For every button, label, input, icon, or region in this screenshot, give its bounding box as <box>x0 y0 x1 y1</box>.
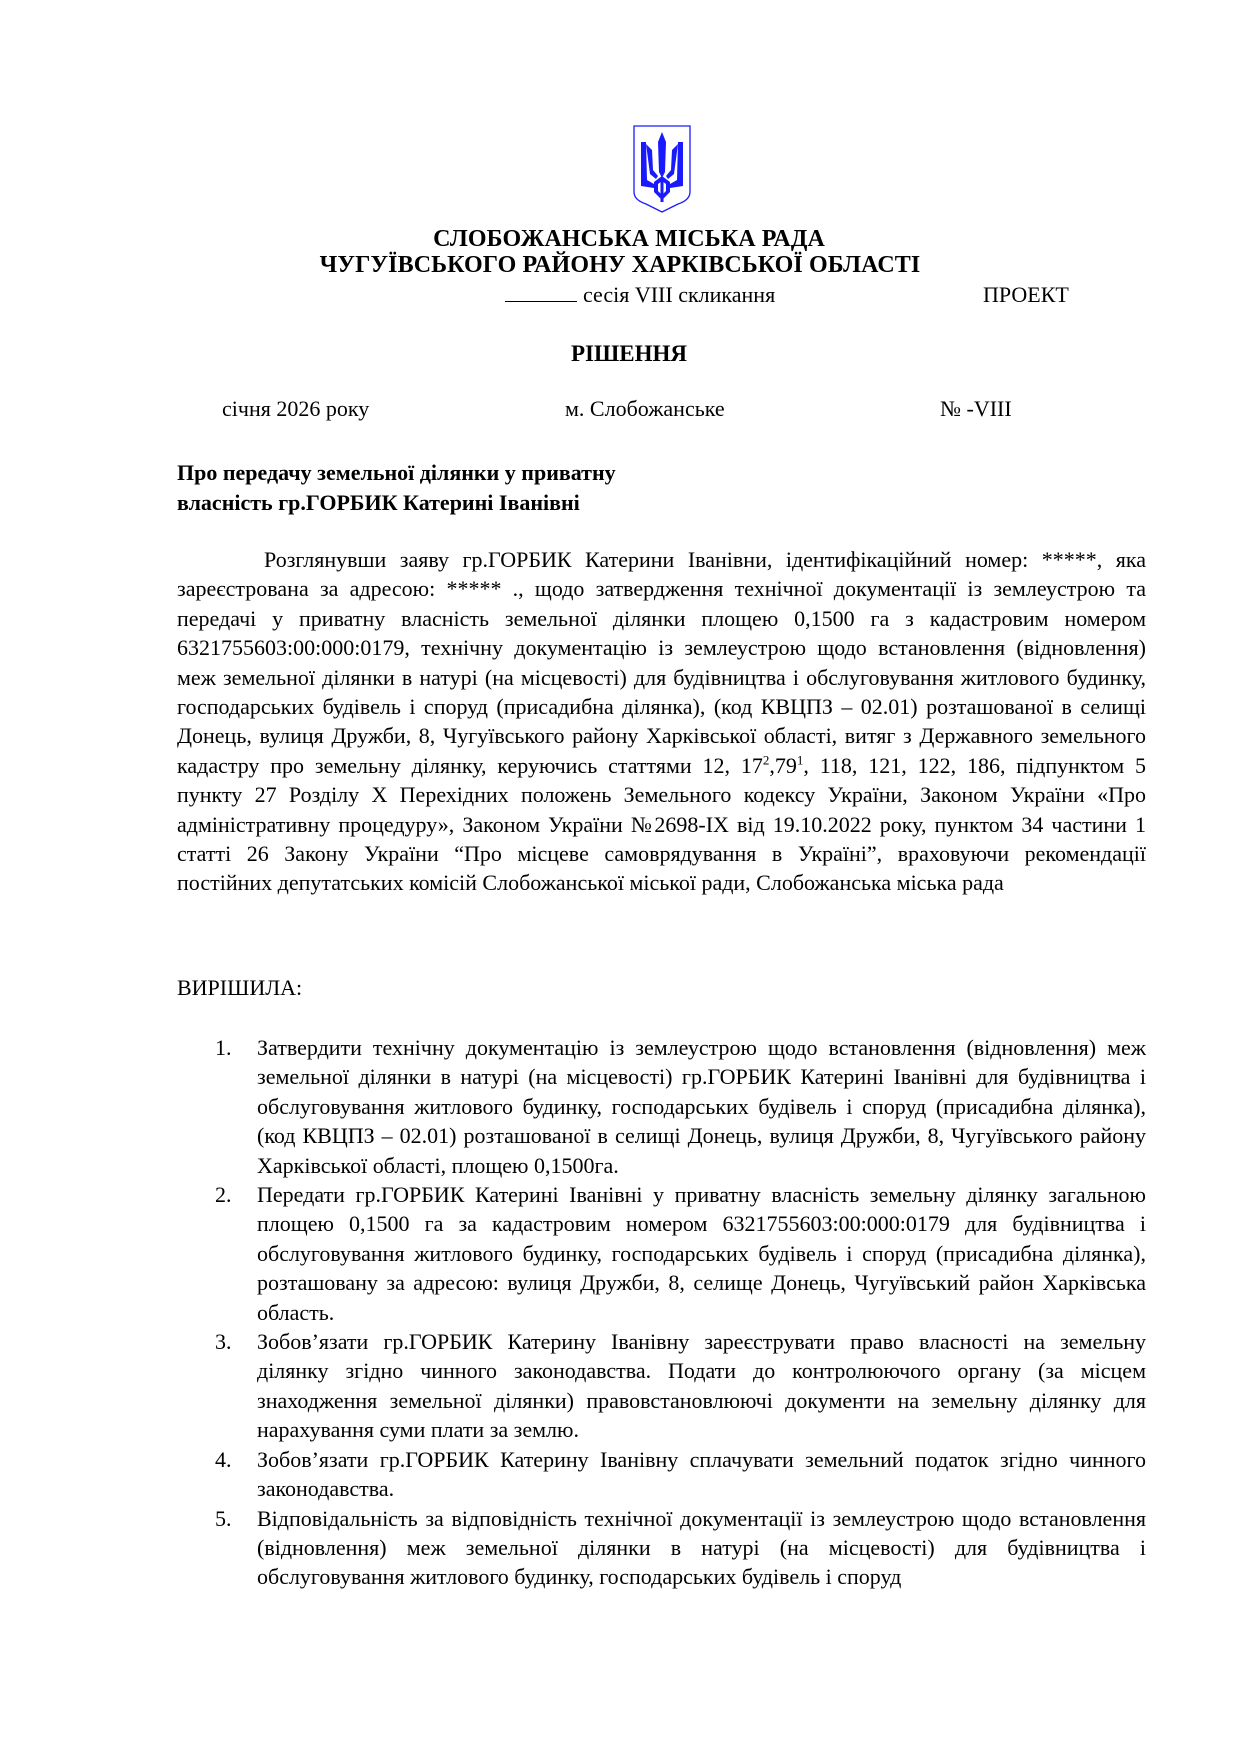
decision-date: січня 2026 року <box>222 396 370 421</box>
resolution-item <box>177 1327 1146 1445</box>
item-text: Передати гр.ГОРБИК Катерині Іванівні у приватну власність земельну ділянку загальною площею 0,1500 га за кадастровим номером 6321755603:00:000:0179 для будівництва і обслуговування житлового будинку, господарських будівель і споруд (присадибна ділянка), розташовану за адресою: вулиця Дружби, 8, селище Донець, Чугуївський район Харківська область. <box>257 1182 1146 1325</box>
trident-emblem-icon <box>630 124 694 214</box>
preamble-text-2: ,79 <box>769 752 797 778</box>
district-line: ЧУГУЇВСЬКОГО РАЙОНУ ХАРКІВСЬКОЇ ОБЛАСТІ <box>319 252 921 278</box>
session-text: сесія VIII скликання <box>583 282 776 307</box>
decision-subject <box>177 458 616 518</box>
decision-city: м. Слобожанське <box>565 396 725 421</box>
item-number: 2. <box>215 1182 232 1208</box>
item-number: 4. <box>215 1446 232 1472</box>
resolution-item <box>177 1180 1146 1327</box>
preamble-paragraph <box>177 545 1146 898</box>
session-line <box>505 282 775 308</box>
item-text: Зобов’язати гр.ГОРБИК Катерину Іванівну сплачувати земельний податок згідно чинного законодавства. <box>257 1446 1146 1502</box>
item-number: 1. <box>215 1035 232 1060</box>
preamble-text-1: Розглянувши заяву гр.ГОРБИК Катерини Іванівни, ідентифікаційний номер: *****, яка зареєстрована за адресою: ***** ., щодо затвердження технічної документації із землеустрою та передачі у приватну власність земельної ділянки площею 0,1500 га з кадастровим номером 6321755603:00:000:0179, технічну документацію із землеустрою щодо встановлення (відновлення) меж земельної ділянки в натурі (на місцевості) для будівництва і обслуговування житлового будинку, господарських будівель і споруд (присадибна ділянка), (код КВЦПЗ – 02.01) розташованої в селищі Донець, вулиця Дружби, 8, Чугуївського району Харківської області, витяг з Державного земельного кадастру про земельну ділянку, керуючись статтями 12, 17 <box>177 547 1146 778</box>
superscript-2: 1 <box>796 752 804 768</box>
council-name: СЛОБОЖАНСЬКА МІСЬКА РАДА <box>433 226 825 252</box>
resolution-items <box>177 1033 1146 1592</box>
item-number: 3. <box>215 1329 232 1355</box>
document-type-title: РІШЕННЯ <box>571 341 687 366</box>
item-text: Відповідальність за відповідність технічної документації із землеустрою щодо встановлення (відновлення) меж земельної ділянки в натурі (на місцевості) для будівництва і обслуговування житлового будинку, господарських будівель і споруд <box>257 1505 1146 1590</box>
subject-line-1: Про передачу земельної ділянки у приватну <box>177 460 616 485</box>
session-number-blank <box>505 283 577 302</box>
resolution-item <box>177 1504 1146 1592</box>
draft-label: ПРОЕКТ <box>983 282 1069 307</box>
item-number: 5. <box>215 1505 232 1531</box>
preamble-text-3: , 118, 121, 122, 186, підпунктом 5 пункту 27 Розділу Х Перехідних положень Земельного кодексу України, Законом України «Про адміністративну процедуру», Законом України №2698-ІХ від 19.10.2022 року, пунктом 34 частини 1 статті 26 Закону України “Про місцеве самоврядування в Україні”, враховуючи рекомендації постійних депутатських комісій Слобожанської міської ради, Слобожанська міська рада <box>177 752 1146 896</box>
resolution-item <box>177 1445 1146 1504</box>
decision-number: № -VIII <box>940 396 1012 421</box>
item-text: Затвердити технічну документацію із землеустрою щодо встановлення (відновлення) меж земельної ділянки в натурі (на місцевості) гр.ГОРБИК Катерині Іванівні для будівництва і обслуговування житлового будинку, господарських будівель і споруд (присадибна ділянка), (код КВЦПЗ – 02.01) розташованої в селищі Донець, вулиця Дружби, 8, Чугуївського району Харківської області, площею 0,1500га. <box>257 1035 1146 1178</box>
resolution-item <box>177 1033 1146 1180</box>
subject-line-2: власність гр.ГОРБИК Катерині Іванівні <box>177 490 580 515</box>
resolved-label: ВИРІШИЛА: <box>177 975 303 1000</box>
superscript-1: 2 <box>762 752 770 768</box>
item-text: Зобов’язати гр.ГОРБИК Катерину Іванівну зареєструвати право власності на земельну ділянку згідно чинного законодавства. Подати до контролюючого органу (за місцем знаходження земельної ділянки) правовстановлюючі документи на земельну ділянку для нарахування суми плати за землю. <box>257 1329 1146 1443</box>
